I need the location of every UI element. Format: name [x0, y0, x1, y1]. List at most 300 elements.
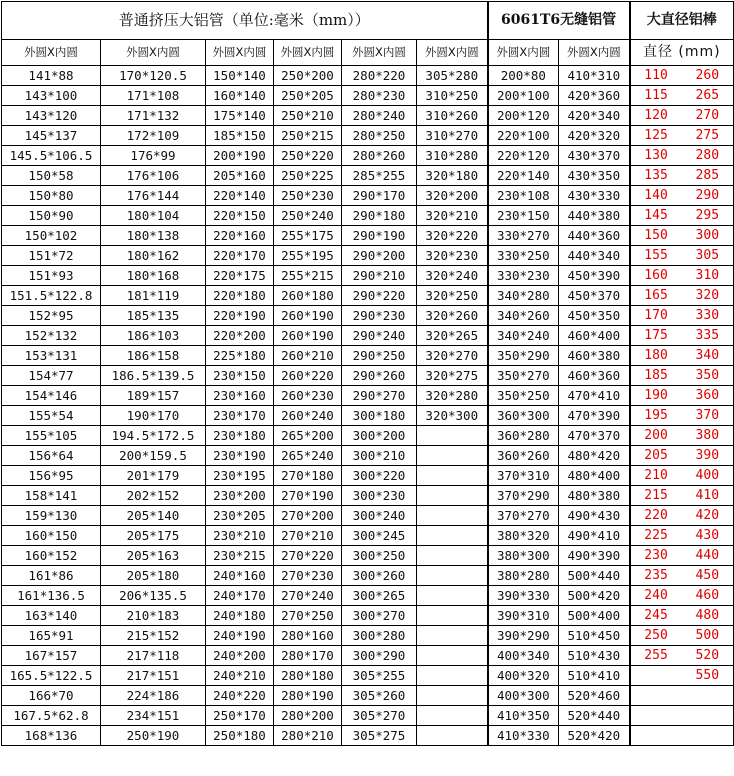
bar-diameter-cell: 380 [682, 426, 734, 446]
seamless-tube-cell: 450*390 [559, 266, 630, 286]
extruded-tube-cell: 300*200 [342, 426, 417, 446]
bar-diameter-cell: 145 [630, 206, 682, 226]
bar-diameter-cell: 120 [630, 106, 682, 126]
extruded-tube-cell: 290*220 [342, 286, 417, 306]
bar-diameter-cell: 295 [682, 206, 734, 226]
extruded-tube-cell: 205*175 [101, 526, 206, 546]
extruded-tube-cell: 240*200 [206, 646, 274, 666]
seamless-tube-cell: 360*300 [488, 406, 559, 426]
seamless-tube-cell: 500*440 [559, 566, 630, 586]
extruded-tube-cell: 310*270 [417, 126, 488, 146]
table-row [2, 146, 734, 166]
bar-diameter-cell: 335 [682, 326, 734, 346]
extruded-tube-cell: 250*170 [206, 706, 274, 726]
extruded-tube-cell: 320*275 [417, 366, 488, 386]
bar-diameter-cell: 280 [682, 146, 734, 166]
extruded-tube-cell: 280*160 [274, 626, 342, 646]
bar-diameter-cell [682, 686, 734, 706]
extruded-tube-cell: 186.5*139.5 [101, 366, 206, 386]
seamless-tube-cell: 360*260 [488, 446, 559, 466]
extruded-tube-cell: 255*175 [274, 226, 342, 246]
extruded-tube-cell: 320*180 [417, 166, 488, 186]
extruded-tube-cell: 160*152 [2, 546, 101, 566]
extruded-tube-cell: 320*300 [417, 406, 488, 426]
table-row [2, 286, 734, 306]
extruded-tube-cell: 200*159.5 [101, 446, 206, 466]
extruded-tube-cell: 151.5*122.8 [2, 286, 101, 306]
seamless-tube-cell: 370*290 [488, 486, 559, 506]
column-header: 外圆X内圆 [2, 40, 101, 66]
seamless-tube-cell: 340*240 [488, 326, 559, 346]
table-row [2, 726, 734, 746]
subheader-row [2, 40, 734, 66]
extruded-tube-cell: 150*80 [2, 186, 101, 206]
extruded-tube-cell: 202*152 [101, 486, 206, 506]
seamless-tube-cell: 510*450 [559, 626, 630, 646]
bar-diameter-cell: 225 [630, 526, 682, 546]
extruded-tube-cell: 310*250 [417, 86, 488, 106]
table-row [2, 546, 734, 566]
extruded-tube-cell: 285*255 [342, 166, 417, 186]
column-header: 外圆X内圆 [274, 40, 342, 66]
title-row [2, 2, 734, 40]
seamless-tube-cell: 500*420 [559, 586, 630, 606]
extruded-tube-cell: 320*265 [417, 326, 488, 346]
seamless-tube-cell: 440*340 [559, 246, 630, 266]
extruded-tube-cell: 234*151 [101, 706, 206, 726]
extruded-tube-cell: 220*170 [206, 246, 274, 266]
bar-diameter-cell: 235 [630, 566, 682, 586]
extruded-tube-cell: 320*210 [417, 206, 488, 226]
extruded-tube-cell: 215*152 [101, 626, 206, 646]
extruded-tube-cell: 205*180 [101, 566, 206, 586]
extruded-tube-cell: 220*175 [206, 266, 274, 286]
bar-diameter-cell: 140 [630, 186, 682, 206]
table-row [2, 106, 734, 126]
extruded-tube-cell: 290*260 [342, 366, 417, 386]
extruded-tube-cell [417, 646, 488, 666]
table-row [2, 426, 734, 446]
extruded-tube-cell: 230*195 [206, 466, 274, 486]
table-row [2, 506, 734, 526]
extruded-tube-cell: 300*280 [342, 626, 417, 646]
extruded-tube-cell: 155*54 [2, 406, 101, 426]
extruded-tube-cell: 230*190 [206, 446, 274, 466]
extruded-tube-cell: 260*210 [274, 346, 342, 366]
extruded-tube-cell: 280*250 [342, 126, 417, 146]
seamless-tube-cell: 430*330 [559, 186, 630, 206]
extruded-tube-cell: 171*132 [101, 106, 206, 126]
bar-diameter-cell: 305 [682, 246, 734, 266]
table-row [2, 646, 734, 666]
seamless-tube-cell: 430*370 [559, 146, 630, 166]
seamless-tube-cell: 520*460 [559, 686, 630, 706]
bar-diameter-cell: 500 [682, 626, 734, 646]
extruded-tube-cell: 290*250 [342, 346, 417, 366]
extruded-tube-cell: 260*190 [274, 326, 342, 346]
extruded-tube-cell: 300*290 [342, 646, 417, 666]
extruded-tube-cell: 150*140 [206, 66, 274, 86]
table-row [2, 666, 734, 686]
extruded-tube-cell: 240*190 [206, 626, 274, 646]
extruded-tube-cell: 305*255 [342, 666, 417, 686]
extruded-tube-cell: 300*270 [342, 606, 417, 626]
table-row [2, 206, 734, 226]
extruded-tube-cell: 176*106 [101, 166, 206, 186]
bar-diameter-cell: 480 [682, 606, 734, 626]
seamless-tube-cell: 200*80 [488, 66, 559, 86]
bar-diameter-cell: 220 [630, 506, 682, 526]
table-row [2, 566, 734, 586]
extruded-tube-cell: 156*95 [2, 466, 101, 486]
extruded-tube-cell: 255*215 [274, 266, 342, 286]
bar-diameter-cell: 310 [682, 266, 734, 286]
extruded-tube-cell: 230*210 [206, 526, 274, 546]
extruded-tube-cell: 290*180 [342, 206, 417, 226]
extruded-tube-cell: 255*195 [274, 246, 342, 266]
extruded-tube-cell: 143*100 [2, 86, 101, 106]
extruded-tube-cell: 270*240 [274, 586, 342, 606]
bar-diameter-cell: 520 [682, 646, 734, 666]
bar-diameter-cell: 410 [682, 486, 734, 506]
extruded-tube-cell: 165*91 [2, 626, 101, 646]
table-row [2, 526, 734, 546]
extruded-tube-cell: 180*168 [101, 266, 206, 286]
bar-diameter-cell: 130 [630, 146, 682, 166]
extruded-tube-cell: 176*99 [101, 146, 206, 166]
extruded-tube-cell: 180*162 [101, 246, 206, 266]
extruded-tube-cell: 185*135 [101, 306, 206, 326]
extruded-tube-cell: 250*180 [206, 726, 274, 746]
extruded-tube-cell: 305*280 [417, 66, 488, 86]
seamless-tube-cell: 420*360 [559, 86, 630, 106]
extruded-tube-cell: 153*131 [2, 346, 101, 366]
extruded-tube-cell: 310*280 [417, 146, 488, 166]
extruded-tube-cell [417, 726, 488, 746]
seamless-tube-cell: 390*330 [488, 586, 559, 606]
seamless-tube-cell: 500*400 [559, 606, 630, 626]
bar-diameter-cell: 320 [682, 286, 734, 306]
seamless-tube-cell: 220*120 [488, 146, 559, 166]
table-row [2, 446, 734, 466]
extruded-tube-cell: 206*135.5 [101, 586, 206, 606]
extruded-tube-cell: 145.5*106.5 [2, 146, 101, 166]
extruded-tube-cell: 280*180 [274, 666, 342, 686]
bar-diameter-cell: 155 [630, 246, 682, 266]
seamless-tube-cell: 410*330 [488, 726, 559, 746]
seamless-tube-cell: 360*280 [488, 426, 559, 446]
column-header: 外圆X内圆 [101, 40, 206, 66]
bar-diameter-cell: 240 [630, 586, 682, 606]
extruded-tube-cell: 300*250 [342, 546, 417, 566]
extruded-tube-cell: 170*120.5 [101, 66, 206, 86]
table-row [2, 126, 734, 146]
extruded-tube-cell: 250*220 [274, 146, 342, 166]
extruded-tube-cell: 158*141 [2, 486, 101, 506]
extruded-tube-cell: 168*136 [2, 726, 101, 746]
seamless-tube-cell: 450*350 [559, 306, 630, 326]
bar-diameter-cell: 430 [682, 526, 734, 546]
extruded-tube-cell: 230*180 [206, 426, 274, 446]
extruded-tube-cell: 220*140 [206, 186, 274, 206]
seamless-tube-cell: 470*370 [559, 426, 630, 446]
table-row [2, 66, 734, 86]
extruded-tube-cell: 230*215 [206, 546, 274, 566]
extruded-tube-cell: 160*140 [206, 86, 274, 106]
seamless-tube-cell: 410*350 [488, 706, 559, 726]
bar-diameter-cell: 115 [630, 86, 682, 106]
bar-diameter-cell [630, 666, 682, 686]
seamless-tube-cell: 470*410 [559, 386, 630, 406]
seamless-tube-cell: 400*300 [488, 686, 559, 706]
extruded-tube-cell: 270*190 [274, 486, 342, 506]
column-header: 外圆X内圆 [488, 40, 559, 66]
bar-diameter-cell: 230 [630, 546, 682, 566]
aluminum-bar-title: 大直径铝棒 [630, 2, 734, 40]
table-row [2, 226, 734, 246]
extruded-tube-cell: 154*77 [2, 366, 101, 386]
extruded-tube-cell: 265*240 [274, 446, 342, 466]
bar-diameter-cell: 245 [630, 606, 682, 626]
bar-diameter-cell: 460 [682, 586, 734, 606]
extruded-tube-cell [417, 586, 488, 606]
seamless-tube-cell: 420*340 [559, 106, 630, 126]
bar-diameter-cell: 285 [682, 166, 734, 186]
extruded-tube-cell: 161*136.5 [2, 586, 101, 606]
seamless-tube-cell: 490*390 [559, 546, 630, 566]
extruded-tube-cell: 320*240 [417, 266, 488, 286]
extruded-tube-cell: 163*140 [2, 606, 101, 626]
extruded-tube-cell: 305*260 [342, 686, 417, 706]
extruded-tube-cell: 290*240 [342, 326, 417, 346]
extruded-tube-cell: 320*270 [417, 346, 488, 366]
bar-diameter-cell: 200 [630, 426, 682, 446]
extruded-tube-cell: 290*190 [342, 226, 417, 246]
extruded-tube-cell: 230*160 [206, 386, 274, 406]
extruded-tube-cell [417, 546, 488, 566]
extruded-tube-cell: 180*104 [101, 206, 206, 226]
extruded-tube-cell: 320*260 [417, 306, 488, 326]
extruded-tube-cell: 260*180 [274, 286, 342, 306]
extruded-tube-cell: 151*72 [2, 246, 101, 266]
extruded-tube-cell: 230*205 [206, 506, 274, 526]
extruded-tube-cell: 240*160 [206, 566, 274, 586]
column-header: 外圆X内圆 [342, 40, 417, 66]
extruded-tube-cell: 250*190 [101, 726, 206, 746]
extruded-tube-cell [417, 666, 488, 686]
extruded-tube-title: 普通挤压大铝管（单位:毫米（mm）） [2, 2, 488, 40]
seamless-tube-cell: 200*120 [488, 106, 559, 126]
extruded-tube-cell: 185*150 [206, 126, 274, 146]
extruded-tube-cell: 150*90 [2, 206, 101, 226]
extruded-tube-cell [417, 526, 488, 546]
bar-diameter-cell: 390 [682, 446, 734, 466]
seamless-tube-cell: 450*370 [559, 286, 630, 306]
extruded-tube-cell: 176*144 [101, 186, 206, 206]
seamless-tube-title: 6061T6无缝铝管 [488, 2, 630, 40]
bar-diameter-cell: 260 [682, 66, 734, 86]
extruded-tube-cell [417, 566, 488, 586]
extruded-tube-cell: 224*186 [101, 686, 206, 706]
extruded-tube-cell: 290*270 [342, 386, 417, 406]
extruded-tube-cell: 152*132 [2, 326, 101, 346]
bar-diameter-cell: 125 [630, 126, 682, 146]
extruded-tube-cell: 270*200 [274, 506, 342, 526]
table-row [2, 246, 734, 266]
seamless-tube-cell: 430*350 [559, 166, 630, 186]
extruded-tube-cell: 240*170 [206, 586, 274, 606]
table-row [2, 306, 734, 326]
extruded-tube-cell [417, 606, 488, 626]
bar-diameter-cell [682, 706, 734, 726]
bar-diameter-cell [682, 726, 734, 746]
extruded-tube-cell: 165.5*122.5 [2, 666, 101, 686]
extruded-tube-cell: 300*265 [342, 586, 417, 606]
seamless-tube-cell: 380*320 [488, 526, 559, 546]
extruded-tube-cell: 172*109 [101, 126, 206, 146]
seamless-tube-cell: 380*280 [488, 566, 559, 586]
extruded-tube-cell: 167*157 [2, 646, 101, 666]
seamless-tube-cell: 350*290 [488, 346, 559, 366]
extruded-tube-cell: 310*260 [417, 106, 488, 126]
extruded-tube-cell: 300*210 [342, 446, 417, 466]
extruded-tube-cell [417, 706, 488, 726]
seamless-tube-cell: 330*270 [488, 226, 559, 246]
extruded-tube-cell: 159*130 [2, 506, 101, 526]
extruded-tube-cell: 300*230 [342, 486, 417, 506]
bar-diameter-cell: 340 [682, 346, 734, 366]
extruded-tube-cell: 290*230 [342, 306, 417, 326]
seamless-tube-cell: 200*100 [488, 86, 559, 106]
seamless-tube-cell: 390*290 [488, 626, 559, 646]
bar-diameter-cell: 180 [630, 346, 682, 366]
bar-diameter-cell: 210 [630, 466, 682, 486]
extruded-tube-cell: 230*170 [206, 406, 274, 426]
extruded-tube-cell: 220*200 [206, 326, 274, 346]
extruded-tube-cell: 280*230 [342, 86, 417, 106]
seamless-tube-cell: 340*280 [488, 286, 559, 306]
extruded-tube-cell: 217*151 [101, 666, 206, 686]
extruded-tube-cell: 150*102 [2, 226, 101, 246]
extruded-tube-cell: 305*270 [342, 706, 417, 726]
bar-diameter-cell: 175 [630, 326, 682, 346]
column-header: 外圆X内圆 [417, 40, 488, 66]
extruded-tube-cell: 300*260 [342, 566, 417, 586]
bar-diameter-cell: 265 [682, 86, 734, 106]
bar-diameter-header: 直径 (mm) [630, 40, 734, 66]
table-row [2, 186, 734, 206]
extruded-tube-cell: 145*137 [2, 126, 101, 146]
bar-diameter-cell: 300 [682, 226, 734, 246]
table-row [2, 706, 734, 726]
extruded-tube-cell: 320*230 [417, 246, 488, 266]
extruded-tube-cell: 181*119 [101, 286, 206, 306]
extruded-tube-cell [417, 506, 488, 526]
aluminum-tube-spec-table [1, 1, 734, 746]
table-row [2, 686, 734, 706]
extruded-tube-cell [417, 626, 488, 646]
extruded-tube-cell: 320*200 [417, 186, 488, 206]
seamless-tube-cell: 480*400 [559, 466, 630, 486]
extruded-tube-cell: 160*150 [2, 526, 101, 546]
extruded-tube-cell: 194.5*172.5 [101, 426, 206, 446]
seamless-tube-cell: 460*400 [559, 326, 630, 346]
extruded-tube-cell: 290*210 [342, 266, 417, 286]
extruded-tube-cell: 205*163 [101, 546, 206, 566]
seamless-tube-cell: 380*300 [488, 546, 559, 566]
extruded-tube-cell: 250*205 [274, 86, 342, 106]
bar-diameter-cell: 270 [682, 106, 734, 126]
extruded-tube-cell: 250*240 [274, 206, 342, 226]
extruded-tube-cell: 151*93 [2, 266, 101, 286]
extruded-tube-cell: 250*210 [274, 106, 342, 126]
extruded-tube-cell: 225*180 [206, 346, 274, 366]
seamless-tube-cell: 410*310 [559, 66, 630, 86]
bar-diameter-cell: 150 [630, 226, 682, 246]
extruded-tube-cell: 270*250 [274, 606, 342, 626]
seamless-tube-cell: 470*390 [559, 406, 630, 426]
seamless-tube-cell: 370*270 [488, 506, 559, 526]
extruded-tube-cell: 250*230 [274, 186, 342, 206]
extruded-tube-cell [417, 446, 488, 466]
bar-diameter-cell: 165 [630, 286, 682, 306]
bar-diameter-cell: 370 [682, 406, 734, 426]
seamless-tube-cell: 510*410 [559, 666, 630, 686]
table-row [2, 486, 734, 506]
extruded-tube-cell: 290*170 [342, 186, 417, 206]
extruded-tube-cell: 230*200 [206, 486, 274, 506]
extruded-tube-cell: 205*140 [101, 506, 206, 526]
extruded-tube-cell: 320*220 [417, 226, 488, 246]
extruded-tube-cell: 260*240 [274, 406, 342, 426]
seamless-tube-cell: 510*430 [559, 646, 630, 666]
table-row [2, 606, 734, 626]
extruded-tube-cell: 265*200 [274, 426, 342, 446]
seamless-tube-cell: 350*250 [488, 386, 559, 406]
bar-diameter-cell: 450 [682, 566, 734, 586]
extruded-tube-cell: 320*250 [417, 286, 488, 306]
extruded-tube-cell: 280*220 [342, 66, 417, 86]
bar-diameter-cell: 440 [682, 546, 734, 566]
extruded-tube-cell: 280*260 [342, 146, 417, 166]
seamless-tube-cell: 230*150 [488, 206, 559, 226]
seamless-tube-cell: 390*310 [488, 606, 559, 626]
seamless-tube-cell: 350*270 [488, 366, 559, 386]
extruded-tube-cell: 300*220 [342, 466, 417, 486]
bar-diameter-cell: 420 [682, 506, 734, 526]
extruded-tube-cell: 230*150 [206, 366, 274, 386]
seamless-tube-cell: 420*320 [559, 126, 630, 146]
seamless-tube-cell: 220*140 [488, 166, 559, 186]
seamless-tube-cell: 520*440 [559, 706, 630, 726]
table-row [2, 366, 734, 386]
table-row [2, 406, 734, 426]
extruded-tube-cell: 186*158 [101, 346, 206, 366]
bar-diameter-cell: 330 [682, 306, 734, 326]
extruded-tube-cell: 220*150 [206, 206, 274, 226]
table-row [2, 386, 734, 406]
bar-diameter-cell: 275 [682, 126, 734, 146]
table-row [2, 466, 734, 486]
seamless-tube-cell: 520*420 [559, 726, 630, 746]
seamless-tube-cell: 340*260 [488, 306, 559, 326]
extruded-tube-cell: 180*138 [101, 226, 206, 246]
bar-diameter-cell: 215 [630, 486, 682, 506]
table-row [2, 586, 734, 606]
extruded-tube-cell: 260*220 [274, 366, 342, 386]
bar-diameter-cell: 160 [630, 266, 682, 286]
seamless-tube-cell: 460*380 [559, 346, 630, 366]
